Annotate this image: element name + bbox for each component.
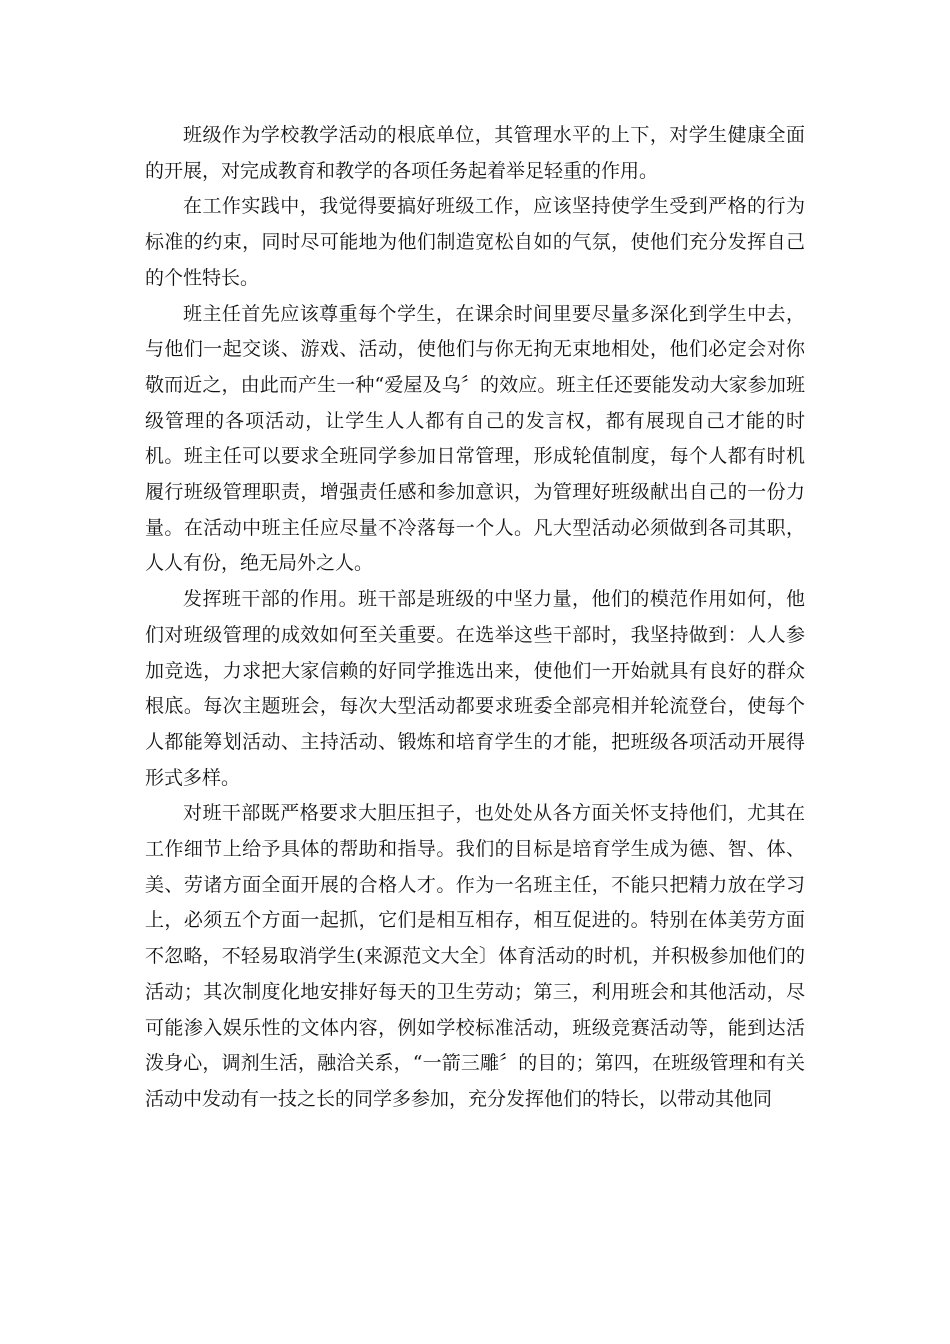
paragraph-5: 对班干部既严格要求大胆压担子，也处处从各方面关怀支持他们，尤其在工作细节上给予具体的帮助和指导。我们的目标是培育学生成为德、智、体、美、劳诸方面全面开展的合格人才。作为一名班主任，不能只把精力放在学习上，必须五个方面一起抓，它们是相互相存，相互促进的。特别在体美劳方面不忽略，不轻易取消学生(来源范文大全〕体育活动的时机，并积极参加他们的活动；其次制度化地安排好每天的卫生劳动；第三，利用班会和其他活动，尽可能渗入娱乐性的文体内容，例如学校标准活动，班级竞赛活动等，能到达活泼身心，调剂生活，融洽关系，“一箭三雕〞的目的；第四，在班级管理和有关活动中发动有一技之长的同学多参加，充分发挥他们的特长，以带动其他同 — [145, 802, 805, 1110]
document-page — [145, 118, 805, 1118]
paragraph-2: 在工作实践中，我觉得要搞好班级工作，应该坚持使学生受到严格的行为标准的约束，同时尽可能地为他们制造宽松自如的气氛，使他们充分发挥自己的个性特长。 — [145, 195, 805, 289]
paragraph-4: 发挥班干部的作用。班干部是班级的中坚力量，他们的模范作用如何，他们对班级管理的成效如何至关重要。在选举这些干部时，我坚持做到：人人参加竞选，力求把大家信赖的好同学推选出来，使他们一开始就具有良好的群众根底。每次主题班会，每次大型活动都要求班委全部亮相并轮流登台，使每个人都能筹划活动、主持活动、锻炼和培育学生的才能，把班级各项活动开展得形式多样。 — [145, 588, 805, 789]
paragraph-1: 班级作为学校教学活动的根底单位，其管理水平的上下，对学生健康全面的开展，对完成教育和教学的各项任务起着举足轻重的作用。 — [145, 124, 805, 182]
paragraph-3: 班主任首先应该尊重每个学生，在课余时间里要尽量多深化到学生中去，与他们一起交谈、游戏、活动，使他们与你无拘无束地相处，他们必定会对你敬而近之，由此而产生一种“爱屋及乌〞的效应。班主任还要能发动大家参加班级管理的各项活动，让学生人人都有自己的发言权，都有展现自己才能的时机。班主任可以要求全班同学参加日常管理，形成轮值制度，每个人都有时机履行班级管理职责，增强责任感和参加意识，为管理好班级献出自己的一份力量。在活动中班主任应尽量不冷落每一个人。凡大型活动必须做到各司其职，人人有份，绝无局外之人。 — [145, 302, 805, 575]
